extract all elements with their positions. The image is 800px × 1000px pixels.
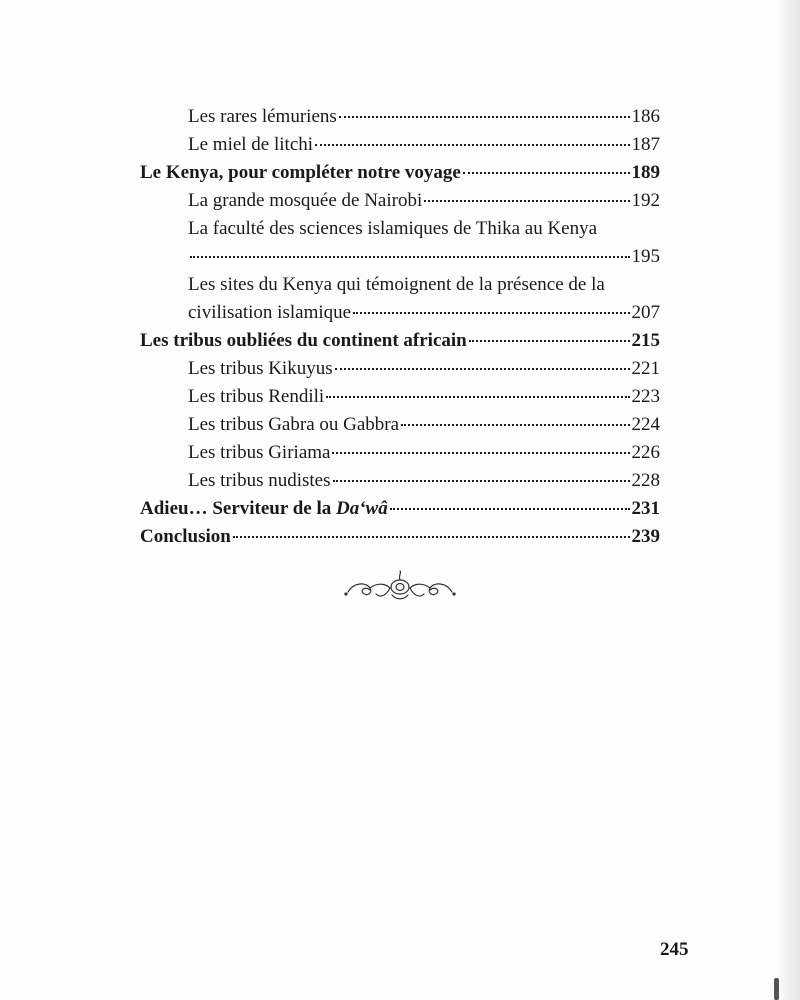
toc-chapter-title: Le Kenya, pour compléter notre voyage [140,162,461,183]
toc-chapter-title-italic: Da‘wâ [335,498,388,519]
leader-dots [335,368,630,370]
toc-entry-page: 195 [631,246,660,267]
toc-entry-page: 221 [631,358,660,379]
toc-entry-title-line1: Les sites du Kenya qui témoignent de la présence de la [188,274,605,295]
toc-entry-page: 228 [631,470,660,491]
toc-entry-page: 192 [631,190,660,211]
leader-dots [333,480,630,482]
toc-entry-title: La faculté des sciences islamiques de Thika au Kenya [188,218,598,239]
toc-entry[interactable] [140,411,660,439]
leader-dots [332,452,629,454]
toc-chapter-page: 239 [631,526,660,547]
toc-entry[interactable] [140,215,660,271]
toc-chapter-title: Conclusion [140,526,231,547]
leader-dots [233,536,630,538]
toc-chapter-title: Les tribus oubliées du continent africain [140,330,467,351]
toc-entry[interactable] [140,439,660,467]
toc-entry-title: La grande mosquée de Nairobi [188,190,423,211]
toc-entry-page: 224 [631,414,660,435]
leader-dots [424,200,629,202]
toc-chapter-page: 231 [631,498,660,519]
leader-dots [190,256,630,258]
toc-chapter-title-prefix: Adieu… Serviteur de la [140,498,336,519]
toc-entry-page: 223 [631,386,660,407]
toc-chapter-title [140,495,388,523]
page-edge-shadow [778,0,800,1000]
toc-entry[interactable] [140,355,660,383]
toc-entry[interactable] [140,131,660,159]
page-number: 245 [660,939,689,960]
toc-entry-title: Les tribus Gabra ou Gabbra [188,414,400,435]
toc-entry-page: 186 [631,106,660,127]
toc-chapter[interactable] [140,523,660,551]
toc-chapter-page: 215 [631,330,660,351]
toc-entry-title: Les rares lémuriens [188,106,337,127]
toc-entry[interactable] [140,187,660,215]
leader-dots [401,424,629,426]
toc-chapter[interactable] [140,159,660,187]
toc-chapter[interactable] [140,495,660,523]
toc-entry[interactable] [140,271,660,327]
toc-entry-title: Les tribus Kikuyus [188,358,333,379]
leader-dots [326,396,629,398]
toc-entry-page: 226 [631,442,660,463]
leader-dots [353,312,629,314]
toc-entry[interactable] [140,103,660,131]
toc-entry[interactable] [140,383,660,411]
leader-dots [339,116,630,118]
toc-entry-page: 207 [631,302,660,323]
toc-entry-title: Les tribus nudistes [188,470,331,491]
toc-chapter-page: 189 [631,162,660,183]
toc-chapter[interactable] [140,327,660,355]
toc-entry-title: Le miel de litchi [188,134,314,155]
scrollbar-thumb[interactable] [774,978,779,1000]
floral-flourish-icon [340,570,460,604]
leader-dots [463,172,630,174]
toc-entry-title-line2: civilisation islamique [188,302,352,323]
table-of-contents [140,103,660,551]
toc-entry-title: Les tribus Rendili [188,386,325,407]
toc-entry-page: 187 [631,134,660,155]
toc-entry[interactable] [140,467,660,495]
leader-dots [315,144,629,146]
leader-dots [390,508,630,510]
toc-entry-title: Les tribus Giriama [188,442,331,463]
leader-dots [469,340,630,342]
